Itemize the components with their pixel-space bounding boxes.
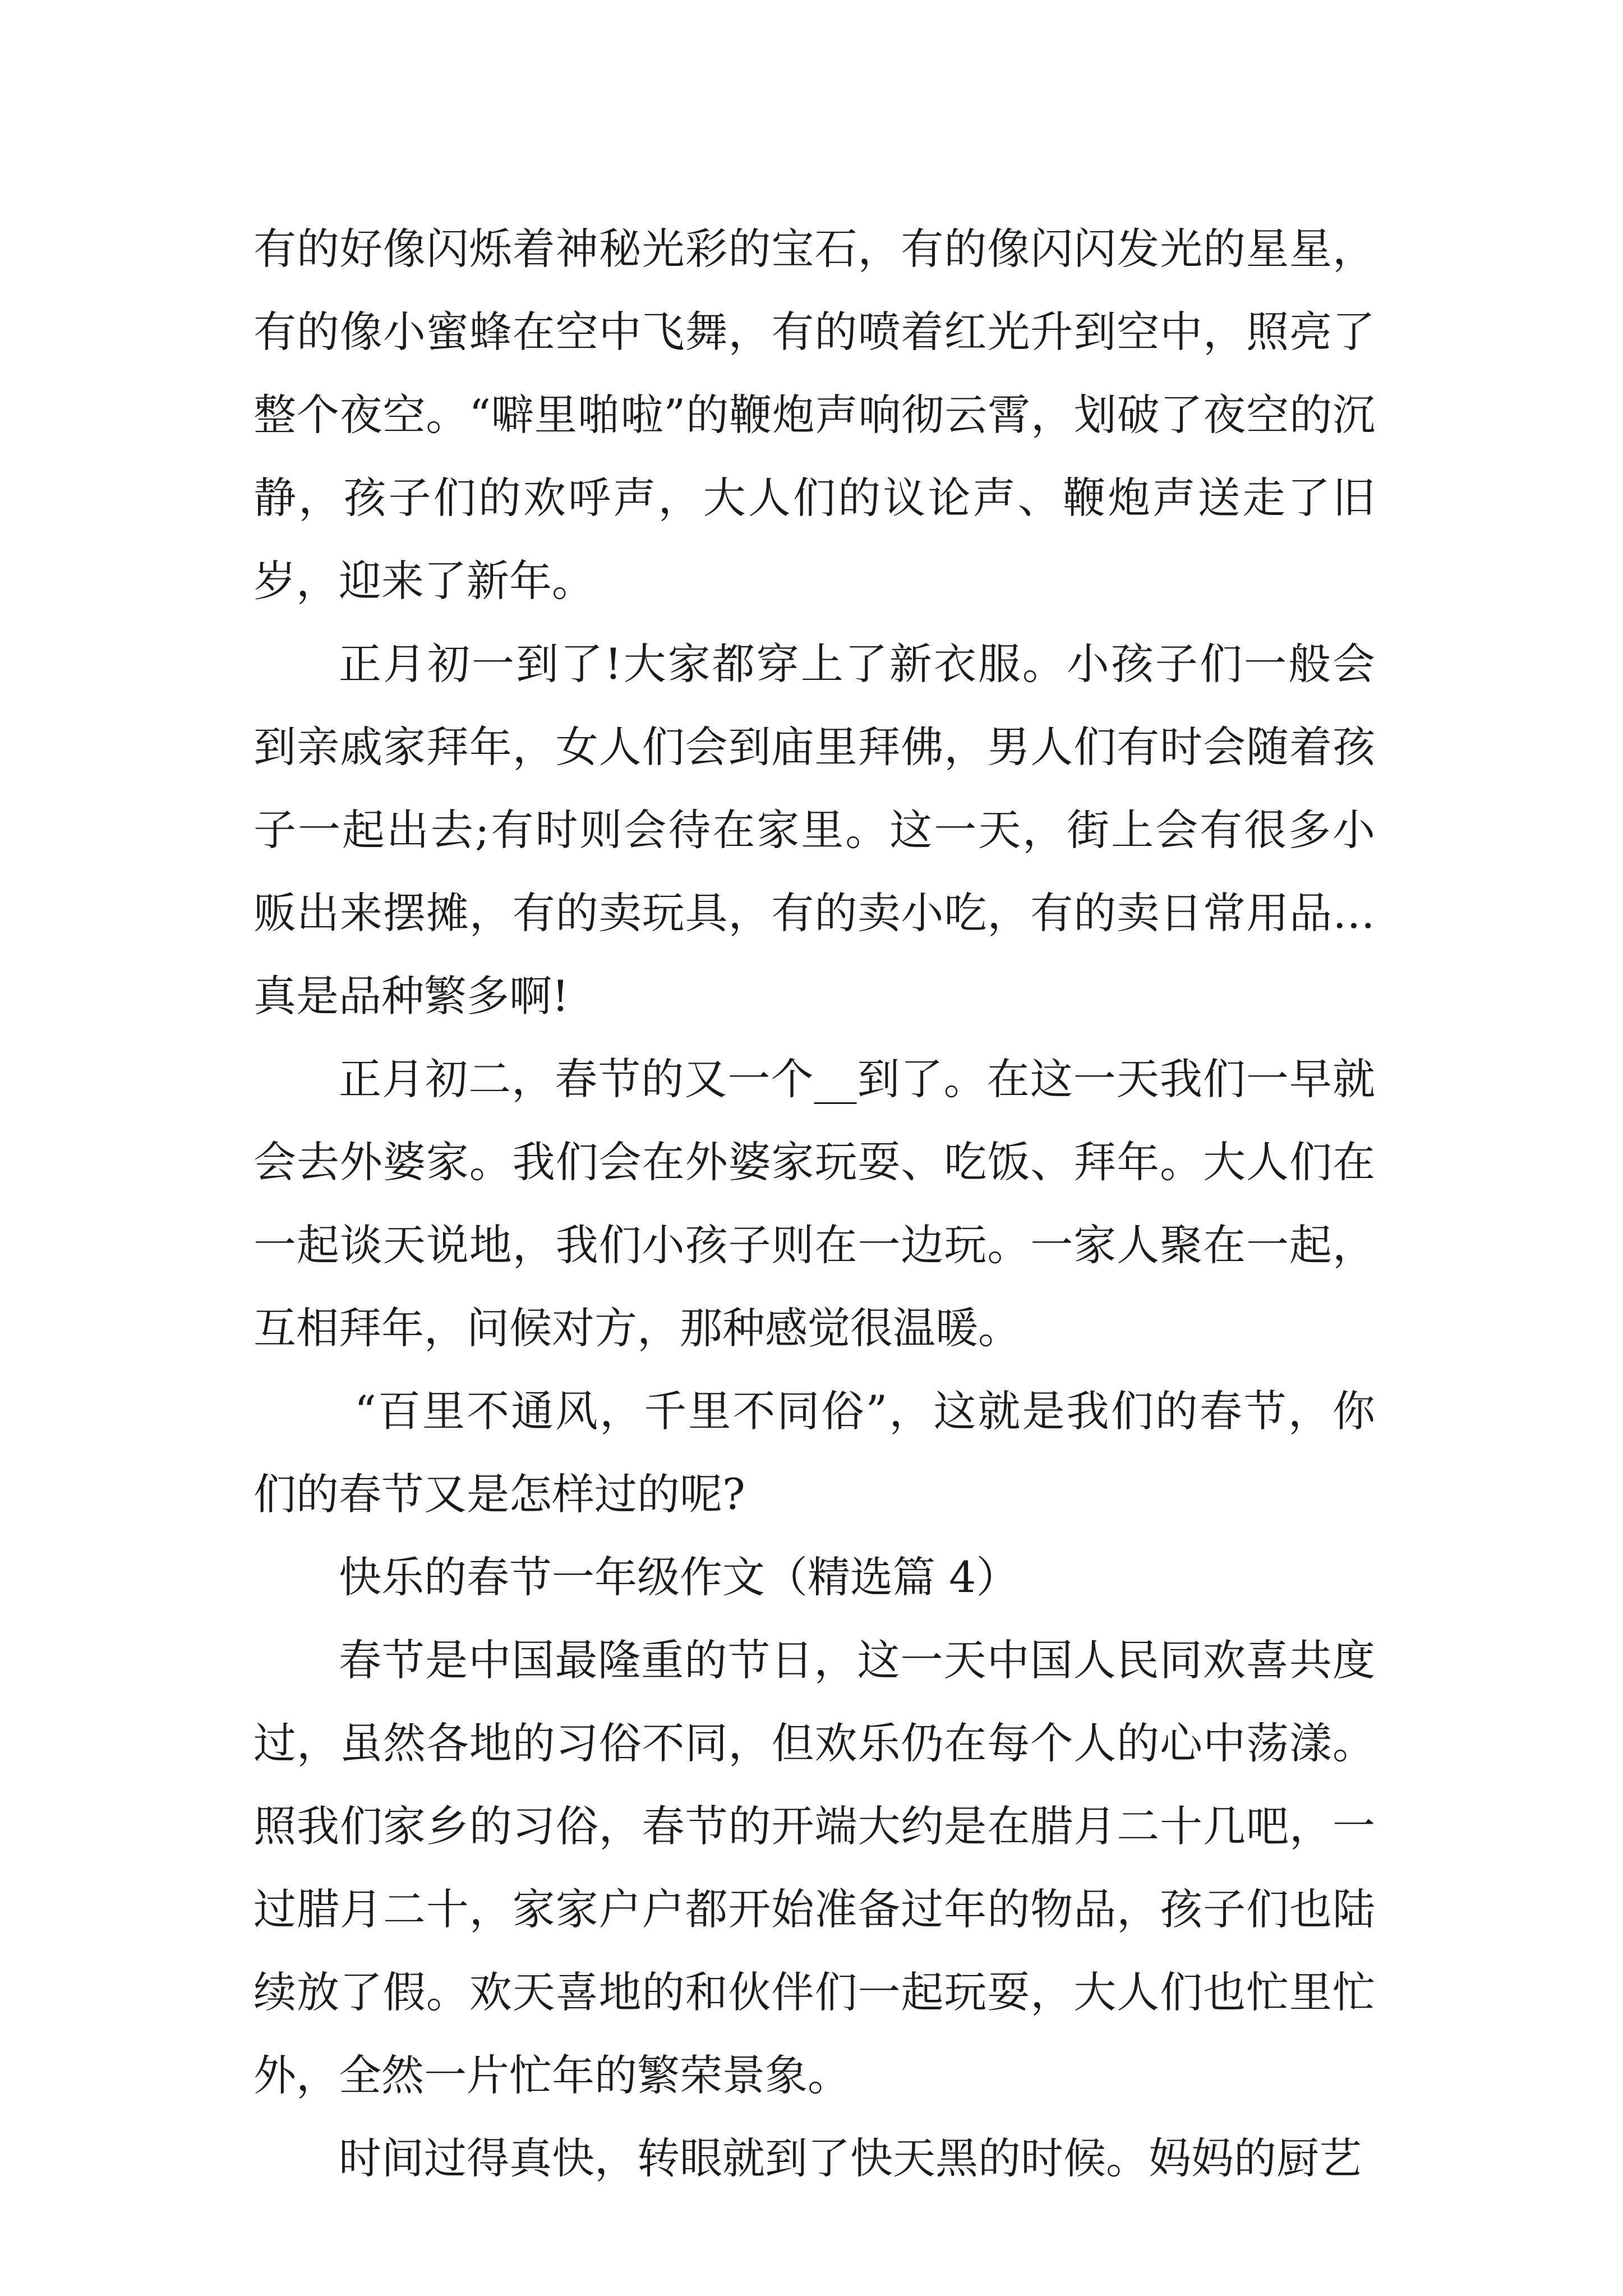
paragraph-2: 正月初一到了!大家都穿上了新衣服。小孩子们一般会到亲戚家拜年，女人们会到庙里拜佛，男人们有时会随着孩子一起出去;有时则会待在家里。这一天，街上会有很多小贩出来摆摊，有的卖玩具，有的卖小吃，有的卖日常用品…真是品种繁多啊! <box>253 639 1375 1021</box>
paragraph-5: 春节是中国最隆重的节日，这一天中国人民同欢喜共度过，虽然各地的习俗不同，但欢乐仍在每个人的心中荡漾。照我们家乡的习俗，春节的开端大约是在腊月二十几吧，一过腊月二十，家家户户都开始准备过年的物品，孩子们也陆续放了假。欢天喜地的和伙伴们一起玩耍，大人们也忙里忙外，全然一片忙年的繁荣景象。 <box>253 1635 1375 2100</box>
paragraph-1: 有的好像闪烁着神秘光彩的宝石，有的像闪闪发光的星星，有的像小蜜蜂在空中飞舞，有的喷着红光升到空中，照亮了整个夜空。“噼里啪啦”的鞭炮声响彻云霄，划破了夜空的沉静，孩子们的欢呼声，大人们的议论声、鞭炮声送走了旧岁，迎来了新年。 <box>253 224 1375 606</box>
paragraph-3: 正月初二，春节的又一个__到了。在这一天我们一早就会去外婆家。我们会在外婆家玩耍、吃饭、拜年。大人们在一起谈天说地，我们小孩子则在一边玩。一家人聚在一起，互相拜年，问候对方，那种感觉很温暖。 <box>253 1054 1375 1353</box>
paragraph-4: “百里不通风，千里不同俗”，这就是我们的春节，你们的春节又是怎样过的呢? <box>253 1386 1375 1519</box>
section-heading: 快乐的春节一年级作文（精选篇 4） <box>339 1552 1019 1602</box>
document-body <box>253 208 1375 2200</box>
paragraph-6: 时间过得真快，转眼就到了快天黑的时候。妈妈的厨艺 <box>339 2133 1362 2183</box>
